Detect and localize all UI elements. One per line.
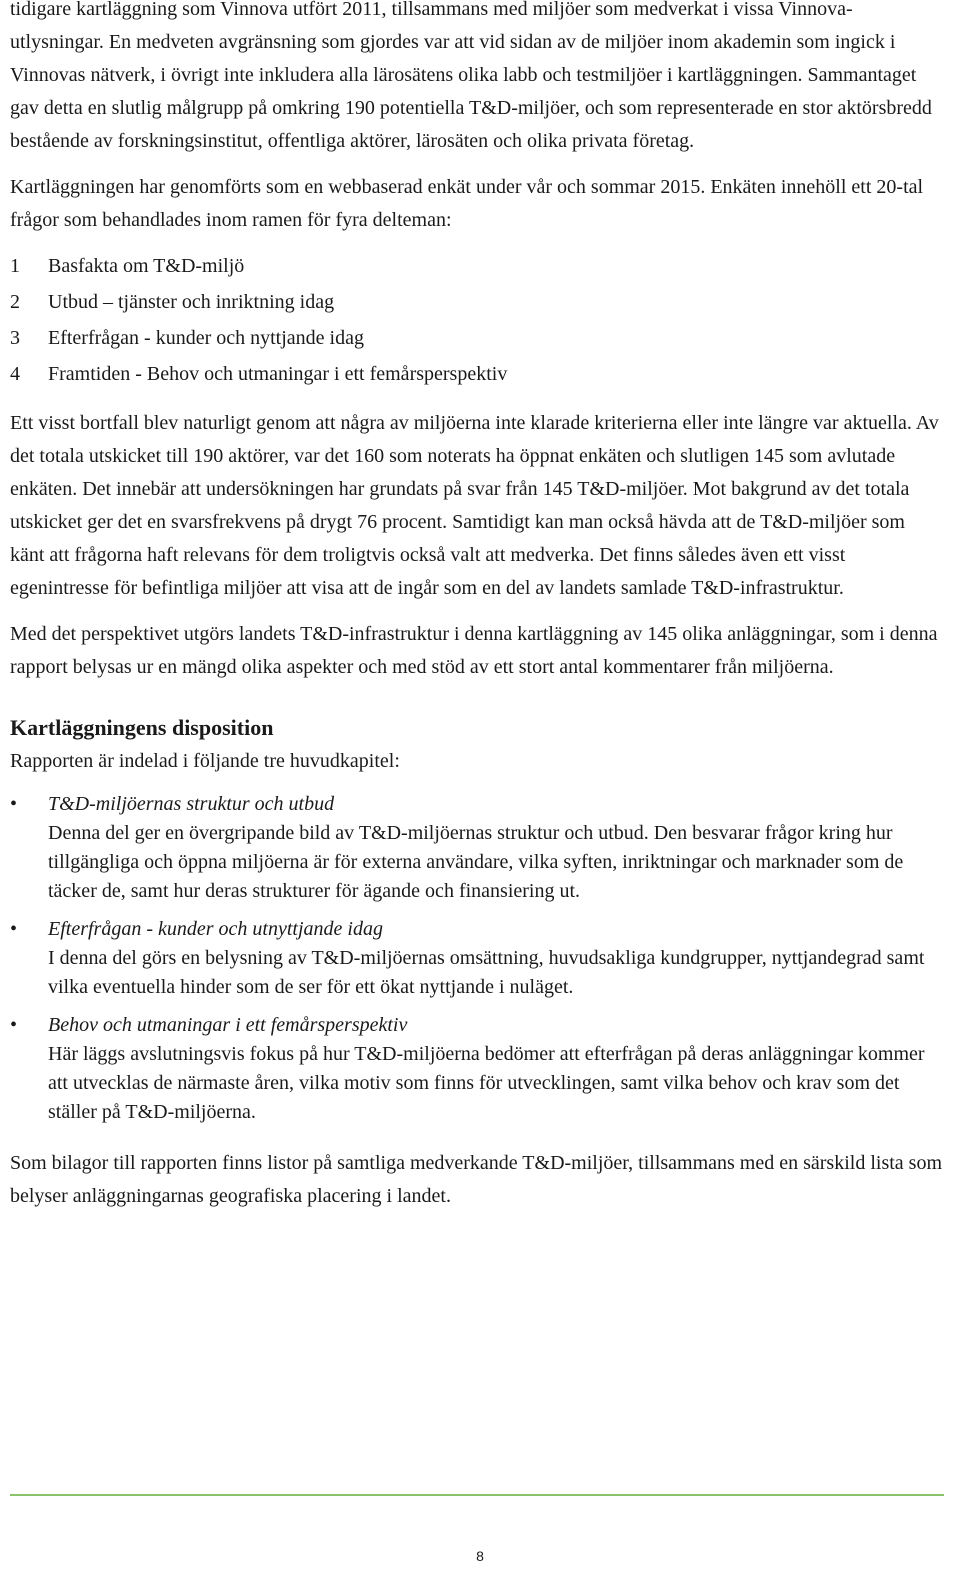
paragraph-intro: tidigare kartläggning som Vinnova utfört 2011, tillsammans med miljöer som medverkat i vissa Vinnova-utlysningar. En medveten avgränsning som gjordes var att vid sidan av de miljöer inom akademin som ingick i Vinnovas nätverk, i övrigt inte inkludera alla lärosätens olika labb och testmiljöer i kartläggningen. Sammantaget gav detta en slutlig målgrupp på omkring 190 potentiella T&D-miljöer, och som representerade en stor aktörsbredd bestående av forskningsinstitut, offentliga aktörer, lärosäten och olika privata företag. (10, 0, 932, 152)
chapter-item (10, 789, 944, 906)
paragraph-closing: Som bilagor till rapporten finns listor på samtliga medverkande T&D-miljöer, tillsammans med en särskild lista som belyser anläggningarnas geografiska placering i landet. (10, 1152, 943, 1207)
paragraph-survey: Kartläggningen har genomförts som en webbaserad enkät under vår och sommar 2015. Enkäten innehöll ett 20-tal frågor som behandlades inom ramen för fyra delteman: (10, 176, 924, 231)
chapter-item (10, 914, 944, 1002)
chapter-item (10, 1010, 944, 1127)
page-number: 8 (476, 1548, 484, 1564)
theme-number: 2 (10, 291, 20, 313)
theme-number: 3 (10, 327, 20, 349)
theme-text: Efterfrågan - kunder och nyttjande idag (48, 327, 364, 349)
chapter-description: I denna del görs en belysning av T&D-miljöernas omsättning, huvudsakliga kundgrupper, nyttjandegrad samt vilka eventuella hinder som de ser för ett ökat nyttjande i nuläget. (48, 947, 925, 998)
footer-rule (10, 1494, 944, 1496)
paragraph-response: Ett visst bortfall blev naturligt genom att några av miljöerna inte klarade kriterierna eller inte längre var aktuella. Av det totala utskicket till 190 aktörer, var det 160 som noterats ha öppnat enkäten och slutligen 145 som avlutade enkäten. Det innebär att undersökningen har grundats på svar från 145 T&D-miljöer. Mot bakgrund av det totala utskicket ger det en svarsfrekvens på drygt 76 procent. Samtidigt kan man också hävda att de T&D-miljöer som känt att frågorna haft relevans för dem troligtvis också valt att medverka. Det finns således även ett visst egenintresse för befintliga miljöer att visa att de ingår som en del av landets samlade T&D-infrastruktur. (10, 412, 939, 599)
chapter-title: T&D-miljöernas struktur och utbud (48, 793, 335, 815)
chapter-description: Denna del ger en övergripande bild av T&D-miljöernas struktur och utbud. Den besvarar frågor kring hur tillgängliga och öppna miljöerna är för externa användare, vilka syften, inriktningar och marknader som de täcker de, samt hur deras strukturer för ägande och finansiering ut. (48, 822, 904, 902)
theme-text: Utbud – tjänster och inriktning idag (48, 291, 335, 313)
theme-text: Framtiden - Behov och utmaningar i ett femårsperspektiv (48, 363, 508, 385)
chapter-title: Behov och utmaningar i ett femårsperspektiv (48, 1014, 408, 1036)
section-heading: Kartläggningens disposition (10, 715, 274, 740)
theme-list (10, 250, 944, 394)
bullet-icon: • (10, 918, 18, 940)
bullet-icon: • (10, 1014, 18, 1036)
theme-item (10, 286, 944, 322)
document-page (10, 0, 944, 1213)
section-intro: Rapporten är indelad i följande tre huvudkapitel: (10, 750, 400, 772)
theme-item (10, 250, 944, 286)
chapter-list (10, 789, 944, 1127)
theme-item (10, 358, 944, 394)
theme-item (10, 322, 944, 358)
theme-number: 1 (10, 255, 20, 277)
chapter-title: Efterfrågan - kunder och utnyttjande idag (48, 918, 383, 940)
theme-number: 4 (10, 363, 20, 385)
theme-text: Basfakta om T&D-miljö (48, 255, 245, 277)
paragraph-perspective: Med det perspektivet utgörs landets T&D-infrastruktur i denna kartläggning av 145 olika anläggningar, som i denna rapport belysas ur en mängd olika aspekter och med stöd av ett stort antal kommentarer från miljöerna. (10, 623, 938, 678)
chapter-description: Här läggs avslutningsvis fokus på hur T&D-miljöerna bedömer att efterfrågan på deras anläggningar kommer att utvecklas de närmaste åren, vilka motiv som finns för utvecklingen, samt vilka behov och krav som det ställer på T&D-miljöerna. (48, 1043, 925, 1123)
bullet-icon: • (10, 793, 18, 815)
